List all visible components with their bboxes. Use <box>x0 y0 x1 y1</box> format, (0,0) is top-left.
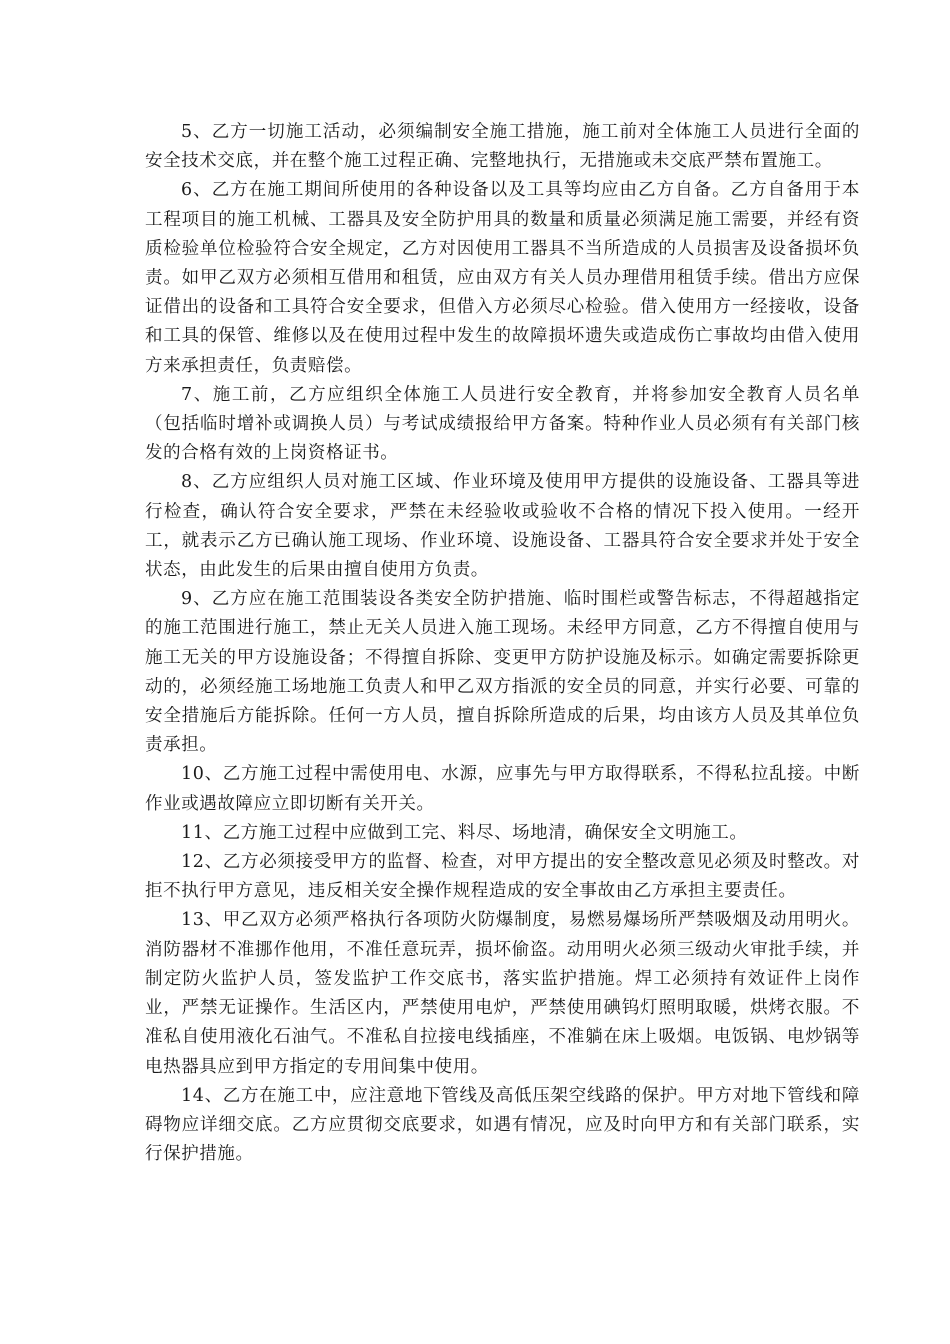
clause-11-paragraph: 11、乙方施工过程中应做到工完、料尽、场地清，确保安全文明施工。 <box>181 822 748 843</box>
clause-5-paragraph: 5、乙方一切施工活动，必须编制安全施工措施，施工前对全体施工人员进行全面的安全技术交底，并在整个施工过程正确、完整地执行，无措施或未交底严禁布置施工。 <box>145 122 860 172</box>
clause-13-paragraph: 13、甲乙双方必须严格执行各项防火防爆制度，易燃易爆场所严禁吸烟及动用明火。消防器材不准挪作他用，不准任意玩弄，损坏偷盗。动用明火必须三级动火审批手续，并制定防火监护人员，签发监护工作交底书，落实监护措施。焊工必须持有效证件上岗作业，严禁无证操作。生活区内，严禁使用电炉，严禁使用碘钨灯照明取暖，烘烤衣服。不准私自使用液化石油气。不准私自拉接电线插座，不准躺在床上吸烟。电饭锅、电炒锅等电热器具应到甲方指定的专用间集中使用。 <box>145 910 860 1077</box>
clause-9-paragraph: 9、乙方应在施工范围装设各类安全防护措施、临时围栏或警告标志，不得超越指定的施工范围进行施工，禁止无关人员进入施工现场。未经甲方同意，乙方不得擅自使用与施工无关的甲方设施设备；不得擅自拆除、变更甲方防护设施及标示。如确定需要拆除更动的，必须经施工场地施工负责人和甲乙双方指派的安全员的同意，并实行必要、可靠的安全措施后方能拆除。任何一方人员，擅自拆除所造成的后果，均由该方人员及其单位负责承担。 <box>145 589 860 756</box>
document-body <box>145 118 860 1169</box>
clause-14-paragraph: 14、乙方在施工中，应注意地下管线及高低压架空线路的保护。甲方对地下管线和障碍物应详细交底。乙方应贯彻交底要求，如遇有情况，应及时向甲方和有关部门联系，实行保护措施。 <box>145 1085 860 1165</box>
clause-7-paragraph: 7、施工前，乙方应组织全体施工人员进行安全教育，并将参加安全教育人员名单（包括临时增补或调换人员）与考试成绩报给甲方备案。特种作业人员必须有有关部门核发的合格有效的上岗资格证书。 <box>145 384 860 464</box>
clause-10-paragraph: 10、乙方施工过程中需使用电、水源，应事先与甲方取得联系，不得私拉乱接。中断作业或遇故障应立即切断有关开关。 <box>145 764 860 814</box>
clause-8-paragraph: 8、乙方应组织人员对施工区域、作业环境及使用甲方提供的设施设备、工器具等进行检查，确认符合安全要求，严禁在未经验收或验收不合格的情况下投入使用。一经开工，就表示乙方已确认施工现场、作业环境、设施设备、工器具符合安全要求并处于安全状态，由此发生的后果由擅自使用方负责。 <box>145 472 860 581</box>
clause-6-paragraph: 6、乙方在施工期间所使用的各种设备以及工具等均应由乙方自备。乙方自备用于本工程项目的施工机械、工器具及安全防护用具的数量和质量必须满足施工需要，并经有资质检验单位检验符合安全规定，乙方对因使用工器具不当所造成的人员损害及设备损坏负责。如甲乙双方必须相互借用和租赁，应由双方有关人员办理借用租赁手续。借出方应保证借出的设备和工具符合安全要求，但借入方必须尽心检验。借入使用方一经接收，设备和工具的保管、维修以及在使用过程中发生的故障损坏遗失或造成伤亡事故均由借入使用方来承担责任，负责赔偿。 <box>145 180 860 376</box>
clause-12-paragraph: 12、乙方必须接受甲方的监督、检查，对甲方提出的安全整改意见必须及时整改。对拒不执行甲方意见，违反相关安全操作规程造成的安全事故由乙方承担主要责任。 <box>145 852 860 902</box>
